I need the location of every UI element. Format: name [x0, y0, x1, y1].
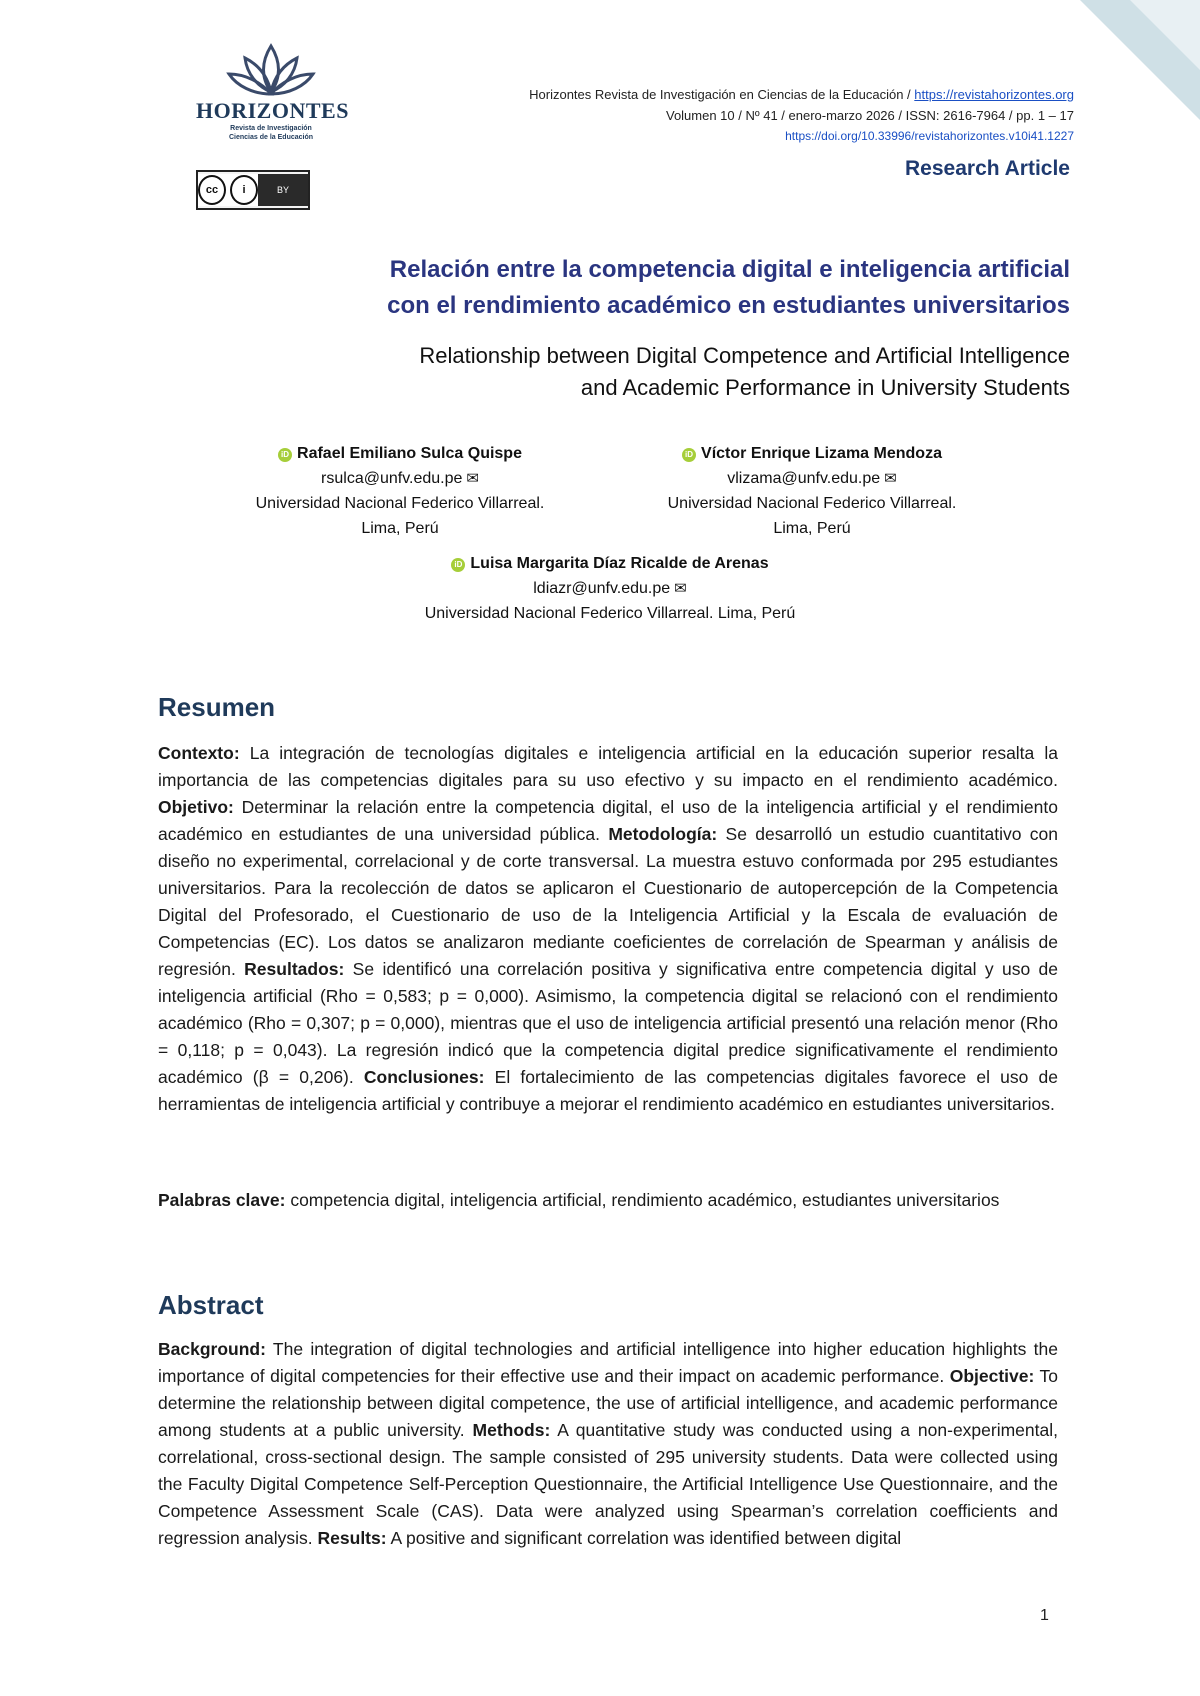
title-es-line-1: Relación entre la competencia digital e inteligencia artificial [389, 256, 1070, 283]
page-number: 1 [1040, 1607, 1049, 1624]
envelope-icon[interactable]: ✉ [466, 470, 479, 487]
author-location: Lima, Perú [361, 520, 439, 537]
orcid-icon[interactable]: iD [682, 448, 696, 462]
journal-header [529, 84, 1074, 147]
text-keywords: competencia digital, inteligencia artificial, rendimiento académico, estudiantes universitarios [285, 1190, 1000, 1210]
author-1 [200, 441, 600, 541]
orcid-icon[interactable]: iD [278, 448, 292, 462]
author-3 [330, 551, 890, 626]
text-background: The integration of digital technologies and artificial intelligence into higher education highlights the importance of digital competencies for their effective use and their impact on academic performance. [158, 1339, 1058, 1386]
title-english [170, 340, 1070, 404]
orcid-icon[interactable]: iD [451, 558, 465, 572]
author-email[interactable]: vlizama@unfv.edu.pe [727, 470, 881, 487]
envelope-icon[interactable]: ✉ [884, 470, 897, 487]
text-conclusiones: El fortalecimiento de las competencias digitales favorece el uso de herramientas de inteligencia artificial y contribuye a mejorar el rendimiento académico en estudiantes universitarios. [158, 1067, 1058, 1114]
resumen-body [158, 740, 1058, 1118]
author-location: Lima, Perú [773, 520, 851, 537]
label-conclusiones: Conclusiones: [363, 1067, 485, 1087]
author-email[interactable]: ldiazr@unfv.edu.pe [533, 580, 671, 597]
author-2 [612, 441, 1012, 541]
cc-icon: cc [198, 175, 226, 205]
label-results: Results: [317, 1528, 387, 1548]
volume-line: Volumen 10 / Nº 41 / enero-marzo 2026 / ISSN: 2616-7964 / pp. 1 – 17 [665, 108, 1074, 123]
journal-line [529, 84, 1074, 105]
label-methods: Methods: [472, 1420, 551, 1440]
author-name: Rafael Emiliano Sulca Quispe [297, 445, 522, 462]
envelope-icon[interactable]: ✉ [674, 580, 687, 597]
author-name: Víctor Enrique Lizama Mendoza [701, 445, 942, 462]
title-en-line-1: Relationship between Digital Competence and Artificial Intelligence [419, 343, 1070, 368]
resumen-heading: Resumen [158, 692, 276, 722]
article-type: Research Article [905, 157, 1070, 180]
text-results: A positive and significant correlation was identified between digital [386, 1528, 902, 1548]
label-keywords: Palabras clave: [158, 1190, 286, 1210]
text-resultados: Se identificó una correlación positiva y significativa entre competencia digital y uso de inteligencia artificial (Rho = 0,583; p = 0,000). Asimismo, la competencia digital se relacionó con el rendimiento académico (Rho = 0,307; p = 0,000), mientras que el uso de inteligencia artificial presentó una relación menor (Rho = 0,118; p = 0,043). La regresión indicó que la competencia digital predice significativamente el rendimiento académico (β = 0,206). [158, 959, 1058, 1087]
author-affiliation: Universidad Nacional Federico Villarreal. [667, 495, 957, 512]
journal-logo [196, 40, 349, 160]
corner-decoration-inner [1130, 0, 1200, 70]
attribution-icon: i [230, 175, 258, 205]
cc-by-license-badge[interactable] [196, 170, 310, 210]
logo-wordmark: HORIZONTES [196, 98, 349, 123]
author-email[interactable]: rsulca@unfv.edu.pe [321, 470, 463, 487]
abstract-body [158, 1336, 1058, 1552]
text-methods: A quantitative study was conducted using a non-experimental, correlational, cross-sectional design. The sample consisted of 295 university students. Data were collected using the Faculty Digital Competence Self-Perception Questionnaire, the Artificial Intelligence Use Questionnaire, and the Competence Assessment Scale (CAS). Data were analyzed using Spearman’s correlation coefficients and regression analysis. [158, 1420, 1058, 1548]
lotus-icon [223, 40, 319, 102]
label-objective: Objective: [949, 1366, 1035, 1386]
logo-subtitle-1: Revista de Investigación [230, 125, 312, 132]
title-en-line-2: and Academic Performance in University Students [580, 375, 1070, 400]
text-objective: To determine the relationship between digital competence, the use of artificial intelligence, and academic performance among students at a public university. [158, 1366, 1058, 1440]
journal-link[interactable]: https://revistahorizontes.org [914, 87, 1074, 102]
text-objetivo: Determinar la relación entre la competencia digital, el uso de la inteligencia artificial y el rendimiento académico en estudiantes de una universidad pública. [158, 797, 1058, 844]
title-es-line-2: con el rendimiento académico en estudiantes universitarios [387, 292, 1070, 319]
keywords [158, 1187, 1058, 1214]
author-affiliation: Universidad Nacional Federico Villarreal. Lima, Perú [424, 605, 796, 622]
journal-name: Horizontes Revista de Investigación en Ciencias de la Educación / [529, 87, 911, 102]
author-affiliation: Universidad Nacional Federico Villarreal. [255, 495, 545, 512]
logo-subtitle-2: Ciencias de la Educación [228, 134, 314, 141]
doi-link[interactable]: https://doi.org/10.33996/revistahorizontes.v10i41.1227 [785, 129, 1074, 143]
author-name: Luisa Margarita Díaz Ricalde de Arenas [470, 555, 769, 572]
label-metodologia: Metodología: [608, 824, 718, 844]
label-objetivo: Objetivo: [158, 797, 234, 817]
abstract-heading: Abstract [158, 1290, 264, 1320]
label-resultados: Resultados: [244, 959, 345, 979]
label-contexto: Contexto: [158, 743, 240, 763]
text-metodologia: Se desarrolló un estudio cuantitativo con diseño no experimental, correlacional y de corte transversal. La muestra estuvo conformada por 295 estudiantes universitarios. Para la recolección de datos se aplicaron el Cuestionario de autopercepción de la Competencia Digital del Profesorado, el Cuestionario de uso de la Inteligencia Artificial y la Escala de evaluación de Competencias (EC). Los datos se analizaron mediante coeficientes de correlación de Spearman y análisis de regresión. [158, 824, 1059, 979]
label-background: Background: [158, 1339, 266, 1359]
text-contexto: La integración de tecnologías digitales e inteligencia artificial en la educación superior resalta la importancia de las competencias digitales para su uso efectivo y su impacto en el rendimiento académico. [158, 743, 1058, 790]
license-label: BY [258, 174, 308, 206]
title-spanish [170, 252, 1070, 324]
